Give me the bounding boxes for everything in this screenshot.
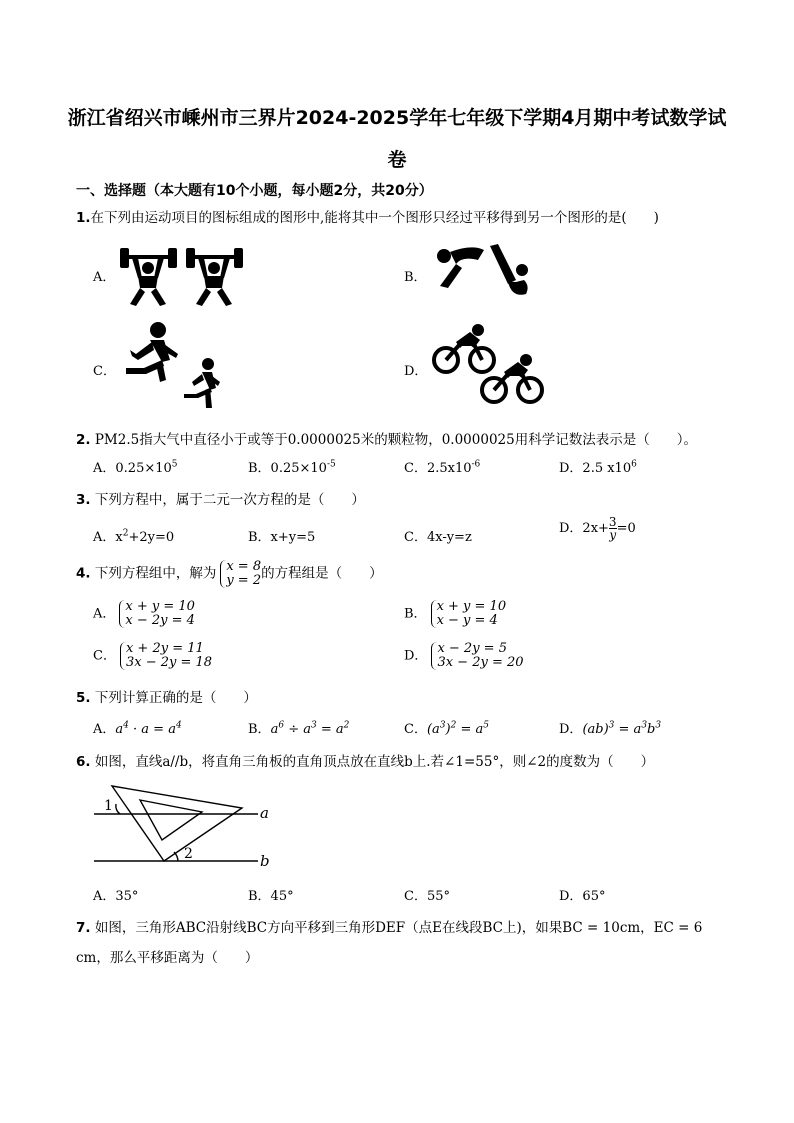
option-text: B．0.25×10 <box>248 461 327 476</box>
line-a-label: a <box>260 804 269 822</box>
section-heading: 一、选择题（本大题有10个小题，每小题2分，共20分） <box>76 183 433 199</box>
q1-option-a-label: A． <box>93 270 116 285</box>
exponent: 4 <box>175 720 182 731</box>
option-text: D．2.5 x10 <box>559 461 632 476</box>
question-text: 的方程组是（ ） <box>261 565 383 582</box>
exponent: 3 <box>655 720 662 731</box>
q2-option-b <box>248 457 336 476</box>
q4-option-b <box>404 600 506 628</box>
eq-line: x − 2y = 5 <box>437 641 507 656</box>
exponent: 3 <box>439 720 446 731</box>
eq-line: x + y = 10 <box>436 599 507 614</box>
question-text: 如图，三角形ABC沿射线BC方向平移到三角形DEF（点E在线段BC上)，如果BC = 10cm，EC = 6 <box>94 920 703 936</box>
q3-option-a <box>93 526 174 545</box>
option-label: D． <box>404 648 428 664</box>
question-text: 如图，直线a//b，将直角三角板的直角顶点放在直线b上.若∠1=55°，则∠2的度数为（ ） <box>94 754 655 770</box>
question-3 <box>76 488 365 508</box>
eq-line: y = 2 <box>226 573 262 588</box>
angle-1-label: 1 <box>104 798 113 814</box>
math: ÷ a <box>284 722 311 737</box>
exponent: 6 <box>631 459 637 470</box>
q3-option-d <box>559 516 636 541</box>
math: a <box>270 722 279 737</box>
math: · a = a <box>128 722 176 737</box>
question-7 <box>76 916 702 936</box>
exponent: 3 <box>608 720 615 731</box>
equation-system <box>431 600 507 628</box>
weightlifter-icon <box>118 244 248 308</box>
math: b <box>647 722 656 737</box>
option-text: A．x <box>93 530 123 545</box>
q4-option-c <box>93 642 212 670</box>
question-4 <box>76 560 383 588</box>
q6-option-a: A．35° <box>93 889 139 904</box>
option-label: D． <box>559 722 583 737</box>
angle-1-arc <box>116 804 120 814</box>
exponent: -5 <box>326 459 336 470</box>
triangle-outer <box>112 786 242 861</box>
eq-line: x − 2y = 4 <box>125 613 195 628</box>
q1-option-b-label: B． <box>404 270 427 285</box>
exponent: 4 <box>123 720 129 731</box>
q6-option-d: D．65° <box>559 889 606 904</box>
question-6 <box>76 750 654 770</box>
question-number: 5. <box>76 690 91 706</box>
option-label: B． <box>248 722 271 737</box>
question-text: PM2.5指大气中直径小于或等于0.0000025米的颗粒物，0.0000025用科学记数法表示是（ ）。 <box>94 432 697 448</box>
exponent: -6 <box>471 459 481 470</box>
fraction <box>609 516 617 541</box>
eq-line: 3x − 2y = 18 <box>125 655 213 670</box>
option-label: B． <box>404 606 427 622</box>
option-text: =0 <box>616 521 636 536</box>
angle-2-arc <box>174 852 178 861</box>
q5-option-c <box>404 718 489 737</box>
q2-option-a <box>93 457 178 476</box>
diver-icon <box>432 242 542 304</box>
q2-option-d <box>559 457 637 476</box>
question-2 <box>76 428 697 448</box>
triangle-inner <box>140 800 202 840</box>
exponent: 2 <box>122 528 129 539</box>
question-number: 2. <box>76 432 91 448</box>
exponent: 6 <box>278 720 285 731</box>
option-text: +2y=0 <box>128 530 175 545</box>
option-text: A．0.25×10 <box>93 461 172 476</box>
eq-line: 3x − 2y = 20 <box>437 655 524 670</box>
option-label: C． <box>93 648 116 664</box>
equation-system <box>431 642 523 670</box>
denominator: y <box>609 528 617 542</box>
exam-title-line1: 浙江省绍兴市嵊州市三界片2024-2025学年七年级下学期4月期中考试数学试 <box>67 107 727 129</box>
option-label: A． <box>93 606 116 622</box>
question-number: 4. <box>76 565 91 582</box>
math: = a <box>614 722 642 737</box>
question-1 <box>76 206 659 226</box>
exam-title-line2: 卷 <box>387 149 407 171</box>
math: a <box>115 722 124 737</box>
math: (a <box>426 722 440 737</box>
q2-option-c <box>404 457 480 476</box>
question-5 <box>76 686 257 706</box>
exponent: 3 <box>641 720 648 731</box>
math: ) <box>445 722 451 737</box>
question-number: 1. <box>76 210 91 226</box>
option-text: D．2x+ <box>559 521 609 536</box>
option-label: A． <box>93 722 116 737</box>
question-text: 下列方程组中，解为 <box>94 565 217 582</box>
q3-option-c: C．4x-y=z <box>404 530 472 545</box>
q1-option-d-label: D． <box>404 364 428 379</box>
equation-system <box>120 642 212 670</box>
eq-line: x + 2y = 11 <box>125 641 204 656</box>
equation-system <box>119 600 195 628</box>
exponent: 3 <box>310 720 317 731</box>
q5-option-a <box>93 718 182 737</box>
question-text: 在下列由运动项目的图标组成的图形中,能将其中一个图形只经过平移得到另一个图形的是( ) <box>90 210 659 226</box>
option-label: C． <box>404 722 427 737</box>
q4-option-a <box>93 600 195 628</box>
eq-line: x − y = 4 <box>436 613 498 628</box>
solution-system <box>220 560 261 588</box>
q5-option-d <box>559 718 661 737</box>
question-number: 3. <box>76 492 91 508</box>
eq-line: x = 8 <box>226 559 262 574</box>
cyclist-icon <box>430 322 550 408</box>
parallel-lines-triangle-figure <box>92 776 282 872</box>
q4-option-d <box>404 642 524 670</box>
angle-2-label: 2 <box>184 846 193 862</box>
option-text: C．2.5x10 <box>404 461 472 476</box>
question-number: 7. <box>76 920 91 936</box>
exponent: 2 <box>450 720 457 731</box>
q3-option-b: B．x+y=5 <box>248 530 316 545</box>
question-text: 下列计算正确的是（ ） <box>94 690 257 706</box>
numerator: 3 <box>608 515 617 529</box>
runner-icon <box>116 320 226 412</box>
math: = a <box>316 722 344 737</box>
q1-option-c-label: C． <box>93 364 116 379</box>
q6-option-c: C．55° <box>404 889 450 904</box>
math: (ab) <box>582 722 609 737</box>
question-text: 下列方程中，属于二元一次方程的是（ ） <box>94 492 365 508</box>
line-b-label: b <box>260 852 270 870</box>
question-7-line2: cm，那么平移距离为（ ） <box>76 950 259 966</box>
q6-option-b: B．45° <box>248 889 294 904</box>
eq-line: x + y = 10 <box>125 599 195 614</box>
question-number: 6. <box>76 754 91 770</box>
q5-option-b <box>248 718 349 737</box>
math: = a <box>456 722 484 737</box>
exponent: 5 <box>171 459 178 470</box>
exponent: 5 <box>483 720 489 731</box>
exponent: 2 <box>343 720 350 731</box>
